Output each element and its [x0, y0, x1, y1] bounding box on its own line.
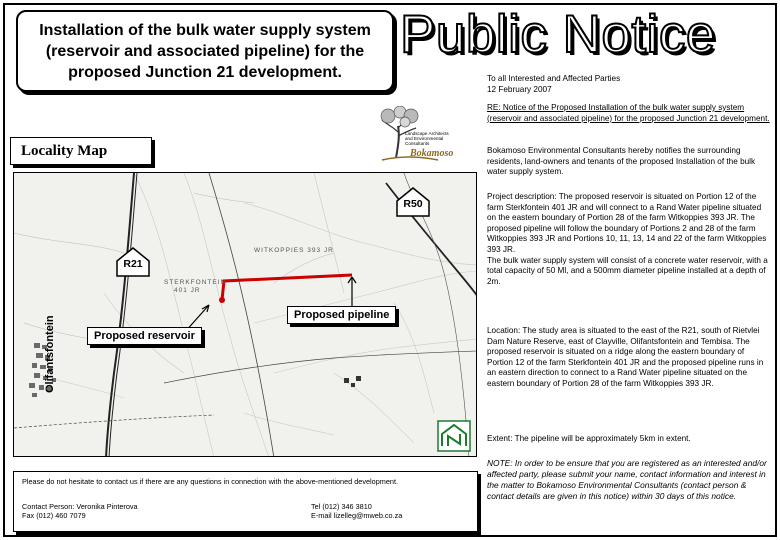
project-description-text-2: The bulk water supply system will consist of a concrete water reservoir, with a total capacity of 50 Ml, and a 500mm diameter pipeline installed at a depth of 2m.: [487, 255, 768, 286]
contact-box: [13, 471, 478, 532]
audience-line: To all Interested and Affected Parties: [487, 74, 621, 83]
logo-name: Bokamoso: [410, 148, 454, 159]
contact-fax: Fax (012) 460 7079: [22, 511, 86, 521]
registration-note: NOTE: In order to be ensure that you are registered as an interested and/or affected party, please submit your name, contact information and interest in the matter to Bokamoso Environmental Consultants (contact person & contact details are given in this notice) within 30 days of this notice.: [487, 458, 767, 501]
title-box: [16, 10, 394, 92]
road-r21-shield: [116, 247, 150, 277]
contact-right-column: [311, 502, 402, 520]
extent-paragraph: Extent: The pipeline will be approximately 5km in extent.: [487, 434, 691, 443]
locality-map-heading: Locality Map: [21, 142, 108, 159]
contact-message: Please do not hesitate to contact us if there are any questions in connection with the above-mentioned development.: [22, 477, 399, 486]
farm-sterkfontein-number: 401 JR: [174, 287, 201, 294]
locality-map-heading-box: [10, 137, 152, 165]
project-description-text: Project description: The proposed reservoir is situated on Portion 12 of the farm Sterkfontein 401 JR and will connect to a Rand Water pipeline situated on the eastern boundary of Portion 28 of the farm Witkoppies 393 JR. The proposed pipeline will follow the boundary of Portions 2 and 28 of the farm Witkoppies 393 JR and Portions 10, 11, 13, 14 and 22 of the farm Witkoppies 393 JR.: [487, 192, 767, 254]
audience-block: [487, 74, 620, 95]
logo-tagline: Landscape Architects and Environmental Consultants: [405, 131, 449, 146]
public-notice-headline: Public Notice: [400, 5, 716, 64]
project-description: [487, 192, 772, 287]
contact-email: E-mail lizelleg@mweb.co.za: [311, 511, 403, 521]
callout-proposed-pipeline: Proposed pipeline: [287, 306, 396, 324]
contact-tel: Tel (012) 346 3810: [311, 502, 372, 511]
notice-date: 12 February 2007: [487, 84, 552, 94]
approval-stamp-logo: [437, 420, 471, 452]
notice-title: Installation of the bulk water supply system (reservoir and associated pipeline) for the proposed Junction 21 development.: [39, 21, 371, 81]
farm-sterkfontein-label: STERKFONTEIN: [164, 279, 227, 286]
place-olifantsfontein: Olifantsfontein: [44, 315, 56, 393]
road-r50-shield: [396, 187, 430, 217]
notice-subject: RE: Notice of the Proposed Installation of the bulk water supply system (reservoir and associated pipeline) for the proposed Junction 21 development.: [487, 103, 770, 123]
farm-witkoppies-label: WITKOPPIES 393 JR: [254, 247, 334, 254]
location-paragraph: Location: The study area is situated to the east of the R21, south of Rietvlei Dam Nature Reserve, east of Clayville, Olifantsfontein and Tembisa. The proposed reservoir is situated on a ridge along the eastern boundary of Portion 12 of the farm Sterkfontein 401 JR and the proposed pipeline runs in an eastern direction to connect to a Rand Water pipeline situated on the eastern boundary of Portion 28 of the farm Witkoppies 393 JR.: [487, 326, 764, 388]
locality-map: [13, 172, 477, 457]
contact-left-column: [22, 502, 138, 520]
intro-paragraph: Bokamoso Environmental Consultants hereby notifies the surrounding residents, land-owners and tenants of the proposed Installation of the bulk water supply system.: [487, 146, 756, 177]
callout-proposed-reservoir: Proposed reservoir: [87, 327, 202, 345]
contact-person: Contact Person: Veronika Pinterova: [22, 502, 138, 511]
road-r50-label: R50: [403, 198, 423, 210]
road-r21-label: R21: [123, 258, 143, 270]
reservoir-marker: [219, 297, 225, 303]
house-stamp-icon: [437, 420, 471, 452]
pipeline-line: [222, 275, 352, 300]
